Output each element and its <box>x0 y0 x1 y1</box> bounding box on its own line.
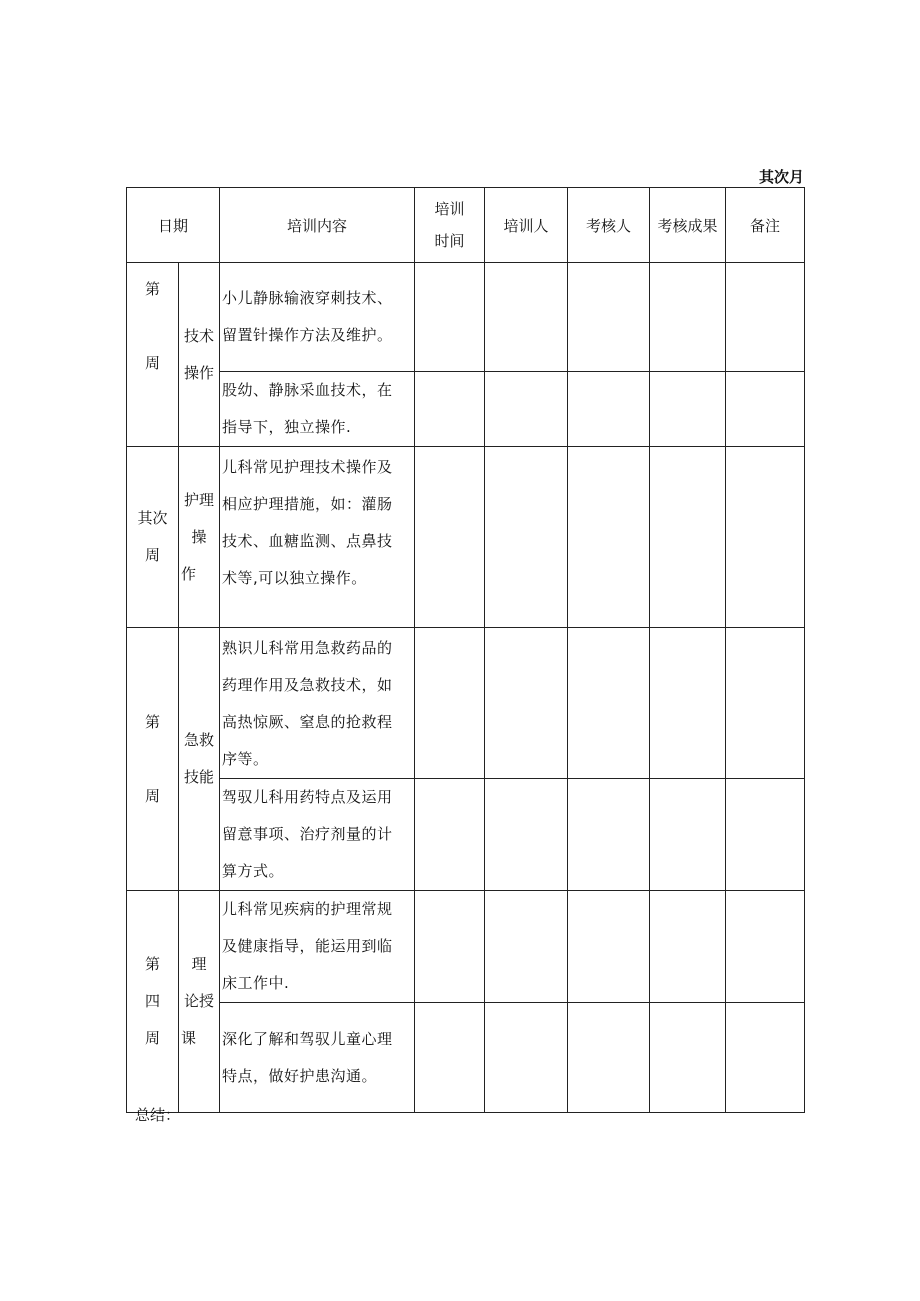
trainer-cell[interactable] <box>485 372 568 447</box>
month-label: 其次月 <box>758 168 804 186</box>
week-label-line: 周 <box>144 546 160 564</box>
remark-cell[interactable] <box>726 779 805 891</box>
week-3-label <box>127 628 179 891</box>
week-2-category <box>179 447 220 628</box>
trainer-cell[interactable] <box>485 263 568 372</box>
table-row <box>127 1003 805 1113</box>
remark-cell[interactable] <box>726 372 805 447</box>
trainer-cell[interactable] <box>485 628 568 779</box>
item-line: 序等。 <box>222 750 269 768</box>
item-line: 及健康指导，能运用到临 <box>222 937 393 955</box>
result-cell[interactable] <box>650 263 726 372</box>
item-line: 特点，做好护患沟通。 <box>222 1066 378 1085</box>
result-cell[interactable] <box>650 891 726 1003</box>
time-cell[interactable] <box>415 447 485 628</box>
category-line: 操作 <box>184 363 215 382</box>
remark-cell[interactable] <box>726 628 805 779</box>
week-1-category <box>179 263 220 447</box>
training-item <box>220 1003 415 1113</box>
week-4-label <box>127 891 179 1113</box>
time-cell[interactable] <box>415 891 485 1003</box>
header-result: 考核成果 <box>650 188 726 263</box>
week-4-category <box>179 891 220 1113</box>
item-line: 相应护理措施，如：灌肠 <box>222 495 393 513</box>
summary-label: 总结： <box>135 1106 181 1124</box>
training-item <box>220 628 415 779</box>
header-time-line1: 培训 <box>434 200 465 218</box>
table-row <box>127 891 805 1003</box>
header-remark: 备注 <box>726 188 805 263</box>
table-row <box>127 372 805 447</box>
category-line: 技术 <box>184 326 215 345</box>
examiner-cell[interactable] <box>568 628 650 779</box>
time-cell[interactable] <box>415 779 485 891</box>
result-cell[interactable] <box>650 779 726 891</box>
week-label-line: 第 <box>144 280 160 298</box>
category-line: 课 <box>181 1029 197 1047</box>
header-time <box>415 188 485 263</box>
week-label-line: 周 <box>144 354 160 372</box>
item-line: 术等,可以独立操作。 <box>222 569 367 587</box>
examiner-cell[interactable] <box>568 372 650 447</box>
header-date: 日期 <box>127 188 220 263</box>
result-cell[interactable] <box>650 1003 726 1113</box>
remark-cell[interactable] <box>726 1003 805 1113</box>
table-row <box>127 447 805 628</box>
examiner-cell[interactable] <box>568 263 650 372</box>
item-line: 股幼、静脉采血技术，在 <box>222 381 393 399</box>
table-row <box>127 263 805 372</box>
training-plan-table <box>126 187 805 1113</box>
remark-cell[interactable] <box>726 263 805 372</box>
time-cell[interactable] <box>415 628 485 779</box>
table-row <box>127 628 805 779</box>
week-label-line: 第 <box>144 712 160 731</box>
category-line: 技能 <box>184 768 215 786</box>
item-line: 留置针操作方法及维护。 <box>222 326 393 344</box>
time-cell[interactable] <box>415 372 485 447</box>
item-line: 床工作中. <box>222 974 290 992</box>
item-line: 深化了解和驾驭儿童心理 <box>222 1029 393 1048</box>
result-cell[interactable] <box>650 628 726 779</box>
category-line: 操 <box>191 527 207 546</box>
week-label-line: 其次 <box>137 509 168 527</box>
week-label-line: 四 <box>144 992 160 1010</box>
training-item <box>220 447 415 628</box>
training-item <box>220 263 415 372</box>
item-line: 儿科常见护理技术操作及 <box>222 458 393 476</box>
week-label-line: 周 <box>144 1029 160 1047</box>
item-line: 药理作用及急救技术，如 <box>222 676 393 694</box>
training-item <box>220 779 415 891</box>
week-label-line: 周 <box>144 786 160 805</box>
remark-cell[interactable] <box>726 891 805 1003</box>
examiner-cell[interactable] <box>568 779 650 891</box>
category-line: 护理 <box>184 490 215 509</box>
item-line: 小儿静脉输液穿刺技术、 <box>222 289 393 307</box>
result-cell[interactable] <box>650 372 726 447</box>
header-row <box>127 188 805 263</box>
category-line: 急救 <box>184 731 215 749</box>
time-cell[interactable] <box>415 1003 485 1113</box>
item-line: 儿科常见疾病的护理常规 <box>222 900 393 918</box>
examiner-cell[interactable] <box>568 447 650 628</box>
examiner-cell[interactable] <box>568 891 650 1003</box>
week-2-label <box>127 447 179 628</box>
item-line: 高热惊厥、窒息的抢救程 <box>222 713 393 731</box>
item-line: 驾驭儿科用药特点及运用 <box>222 788 393 806</box>
item-line: 留意事项、治疗剂量的计 <box>222 825 393 843</box>
trainer-cell[interactable] <box>485 891 568 1003</box>
item-line: 熟识儿科常用急救药品的 <box>222 639 393 657</box>
trainer-cell[interactable] <box>485 1003 568 1113</box>
header-trainer: 培训人 <box>485 188 568 263</box>
time-cell[interactable] <box>415 263 485 372</box>
item-line: 指导下，独立操作. <box>222 418 352 436</box>
header-content: 培训内容 <box>220 188 415 263</box>
header-time-line2: 时间 <box>434 232 465 250</box>
category-line: 作 <box>181 564 197 583</box>
category-line: 论授 <box>184 992 215 1010</box>
header-examiner: 考核人 <box>568 188 650 263</box>
category-line: 理 <box>191 955 207 973</box>
week-1-label <box>127 263 179 447</box>
trainer-cell[interactable] <box>485 779 568 891</box>
training-item <box>220 891 415 1003</box>
week-3-category <box>179 628 220 891</box>
trainer-cell[interactable] <box>485 447 568 628</box>
item-line: 技术、血糖监测、点鼻技 <box>222 532 393 550</box>
training-item <box>220 372 415 447</box>
result-cell[interactable] <box>650 447 726 628</box>
week-label-line: 第 <box>144 955 160 973</box>
examiner-cell[interactable] <box>568 1003 650 1113</box>
item-line: 算方式。 <box>222 862 285 880</box>
table-row <box>127 779 805 891</box>
remark-cell[interactable] <box>726 447 805 628</box>
